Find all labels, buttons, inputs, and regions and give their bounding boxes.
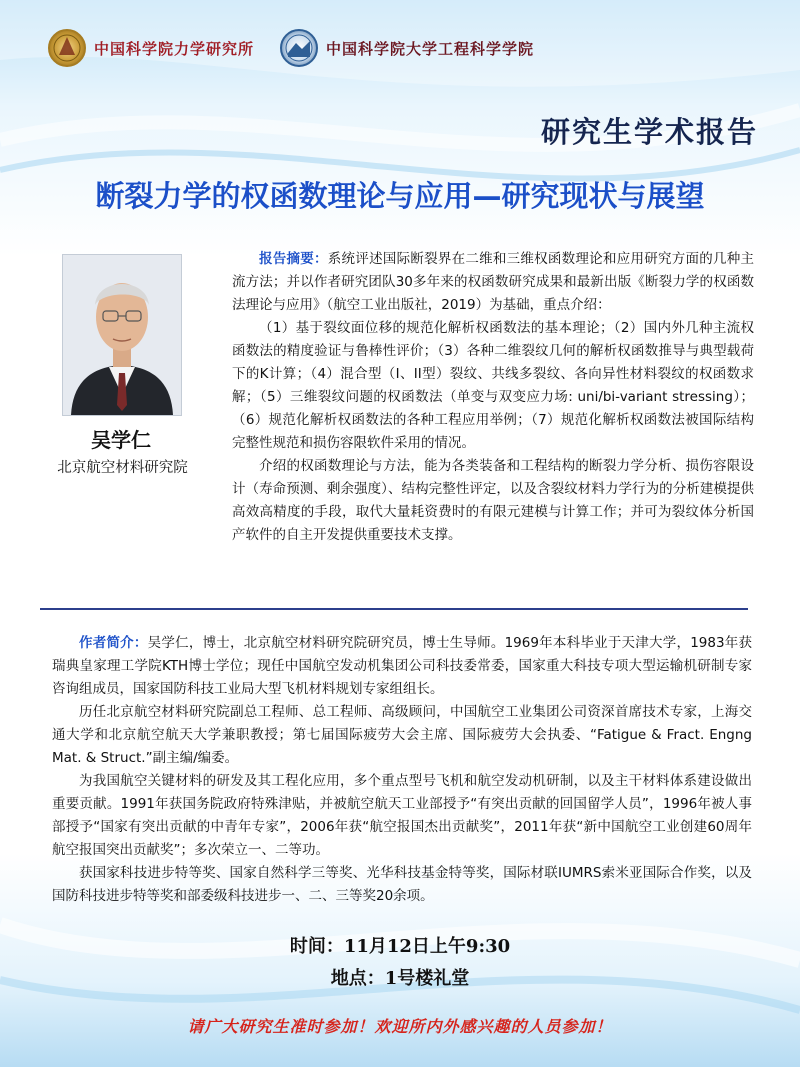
abstract-intro: 系统评述国际断裂界在二维和三维权函数理论和应用研究方面的几种主流方法；并以作者研究团队30多年来的权函数研究成果和最新出版《断裂力学的权函数法理论与应用》（航空工业出版社，2019）为基础，重点介绍： xyxy=(232,251,755,313)
speaker-name: 吴学仁 xyxy=(91,428,151,452)
invitation-text: 请广大研究生准时参加！欢迎所内外感兴趣的人员参加！ xyxy=(187,1017,613,1036)
abstract-label: 报告摘要： xyxy=(259,251,328,267)
ucas-engineering-logo-icon xyxy=(280,29,318,67)
institution-header xyxy=(48,26,534,70)
bio-paragraph: 获国家科技进步特等奖、国家自然科学三等奖、光华科技基金特等奖，国际材联IUMRS索米亚国际合作奖，以及国防科技进步特等奖和部委级科技进步一、二、三等奖20余项。 xyxy=(52,865,752,904)
speaker-affiliation: 北京航空材料研究院 xyxy=(57,460,188,476)
report-type-heading: 研究生学术报告 xyxy=(540,115,758,149)
bio-label: 作者简介： xyxy=(79,635,148,651)
institution-name: 中国科学院力学研究所 xyxy=(94,39,255,58)
bio-paragraph: 吴学仁，博士，北京航空材料研究院研究员，博士生导师。1969年本科毕业于天津大学，1983年获瑞典皇家理工学院KTH博士学位；现任中国航空发动机集团公司科技委常委，国家重大科技专项大型运输机研制专家咨询组成员，国家国防科技工业局大型飞机材料规划专家组组长。 xyxy=(52,635,753,697)
section-divider xyxy=(40,608,748,610)
cas-mechanics-logo-icon xyxy=(48,29,86,67)
abstract-conclusion: 介绍的权函数理论与方法，能为各类装备和工程结构的断裂力学分析、损伤容限设计（寿命预测、剩余强度）、结构完整性评定，以及含裂纹材料力学行为的分析建模提供高效高精度的手段，取代大量耗资费时的有限元建模与计算工作；并可为裂纹体分析国产软件的自主开发提供重要技术支撑。 xyxy=(232,458,754,543)
institution-name: 中国科学院大学工程科学学院 xyxy=(326,39,535,58)
event-place: 地点：1号楼礼堂 xyxy=(330,968,470,989)
abstract-section xyxy=(232,248,754,547)
abstract-points: （1）基于裂纹面位移的规范化解析权函数法的基本理论；（2）国内外几种主流权函数法的精度验证与鲁棒性评价；（3）各种二维裂纹几何的解析权函数推导与典型载荷下的K计算；（4）混合型（I、II型）裂纹、共线多裂纹、各向异性材料裂纹的权函数求解；（5）三维裂纹问题的权函数法（单变与双变应力场: uni/bi-variant stressing）；（6）规范化解析权函数法的各种工程应用举例；（7）规范化解析权函数法被国际结构完整性规范和损伤容限软件采用的情况。 xyxy=(232,320,754,451)
bio-section xyxy=(52,632,752,908)
bio-paragraph: 历任北京航空材料研究院副总工程师、总工程师、高级顾问，中国航空工业集团公司资深首席技术专家，上海交通大学和北京航空航天大学兼职教授；第七届国际疲劳大会主席、国际疲劳大会执委、“Fatigue & Fract. Engng Mat. & Struct.”副主编/编委。 xyxy=(52,704,752,766)
page-title: 断裂力学的权函数理论与应用—研究现状与展望 xyxy=(95,179,705,213)
bio-paragraph: 为我国航空关键材料的研发及其工程化应用，多个重点型号飞机和航空发动机研制，以及主干材料体系建设做出重要贡献。1991年获国务院政府特殊津贴，并被航空航天工业部授予“有突出贡献的回国留学人员”，1996年被人事部授予“国家有突出贡献的中青年专家”，2006年获“航空报国杰出贡献奖”，2011年获“新中国航空工业创建60周年航空报国突出贡献奖”；多次荣立一、二等功。 xyxy=(52,773,752,858)
event-time: 时间：11月12日上午9:30 xyxy=(289,936,511,957)
speaker-photo xyxy=(62,254,182,416)
